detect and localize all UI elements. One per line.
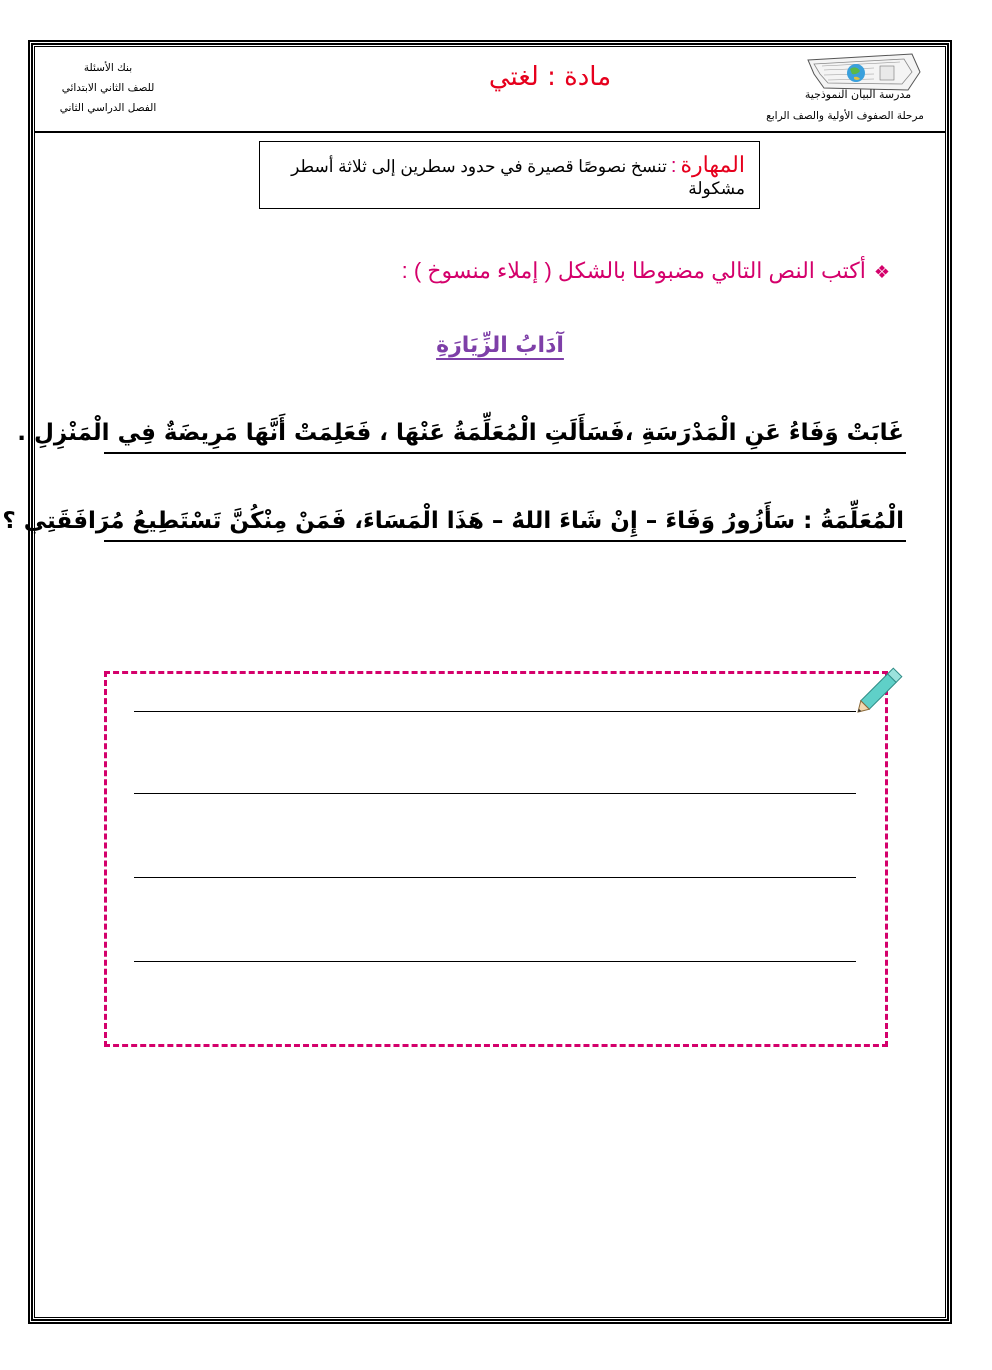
answer-box [104, 671, 888, 1047]
skill-colon: : [670, 155, 677, 177]
school-logo-icon [804, 52, 924, 92]
passage-line-2: الْمُعَلِّمَةُ : سَأَزُورُ وَفَاءَ – إِنْ شَاءَ اللهُ – هَذَا الْمَسَاءَ، فَمَنْ مِنْكُنَّ تَسْتَطِيعُ مُرَافَقَتِي ؟ [2, 508, 904, 534]
passage-underline-1 [104, 452, 906, 454]
grade-label: للصف الثاني الابتدائي [61, 82, 155, 94]
instruction [330, 258, 890, 284]
school-name: مدرسة البيان النموذجية [804, 88, 912, 101]
semester-label: الفصل الدراسي الثاني [59, 102, 157, 114]
skill-text: تنسخ نصوصًا قصيرة في حدود سطرين إلى ثلاثة أسطر مشكولة [291, 157, 745, 198]
subject-title: مادة : لغتي [488, 62, 612, 92]
grade-info [44, 58, 172, 118]
instruction-text: أكتب النص التالي مضبوطا بالشكل ( إملاء منسوخ ) : [401, 258, 866, 283]
answer-line[interactable] [134, 961, 856, 962]
pencil-icon [852, 658, 912, 718]
skill-box [259, 141, 760, 209]
answer-line[interactable] [134, 877, 856, 878]
diamond-bullet-icon: ❖ [873, 262, 890, 282]
passage-line-1: غَابَتْ وَفَاءُ عَنِ الْمَدْرَسَةِ ،فَسَأَلَتِ الْمُعَلِّمَةُ عَنْهَا ، فَعَلِمَتْ أَنَّهَا مَرِيضَةٌ فِي الْمَنْزِلِ . [17, 420, 904, 446]
school-stage: مرحلة الصفوف الأولية والصف الرابع [766, 110, 924, 122]
answer-line[interactable] [134, 711, 856, 712]
question-bank-label: بنك الأسئلة [83, 62, 133, 74]
skill-label: المهارة [680, 152, 745, 177]
header-divider [34, 131, 946, 133]
answer-line[interactable] [134, 793, 856, 794]
passage-underline-2 [104, 540, 906, 542]
passage-title: آدَابُ الزِّيَارَةِ [436, 333, 564, 358]
